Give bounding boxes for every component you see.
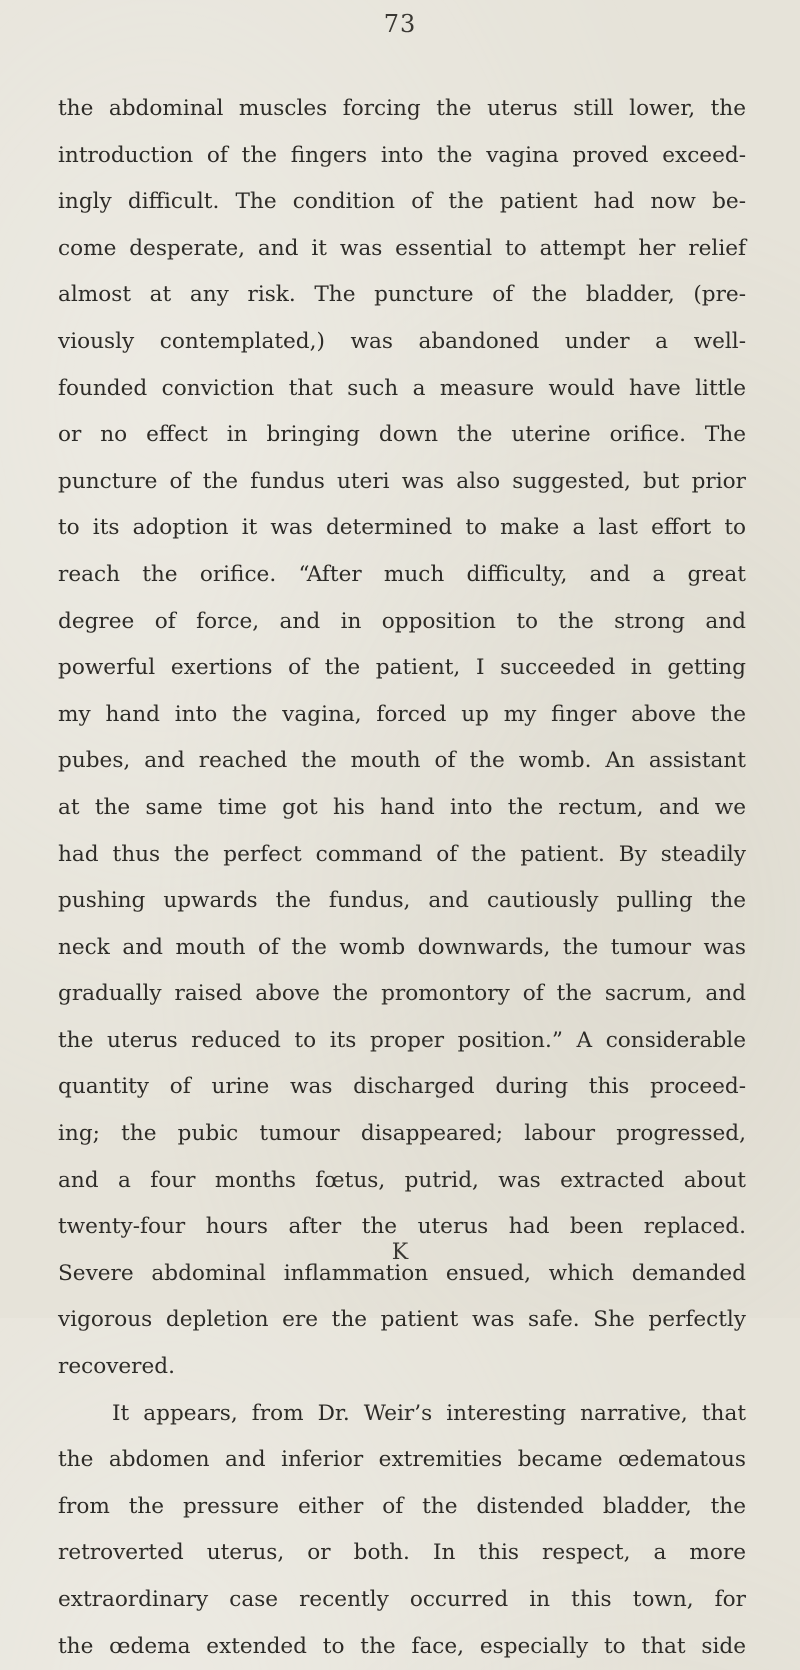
- text-line: had thus the perfect command of the patient. By steadily: [58, 841, 746, 867]
- text-line: reach the orifice. “After much difficulty, and a great: [58, 561, 746, 587]
- text-line: the abdomen and inferior extremities became œdematous: [58, 1447, 746, 1473]
- text-line: pubes, and reached the mouth of the womb. An assistant: [58, 748, 746, 774]
- text-line: quantity of urine was discharged during this proceed-: [58, 1074, 746, 1100]
- text-line: degree of force, and in opposition to the strong and: [58, 608, 746, 634]
- text-line: vigorous depletion ere the patient was safe. She perfectly: [58, 1307, 746, 1333]
- text-line: the œdema extended to the face, especially to that side: [58, 1633, 746, 1659]
- text-line: retroverted uterus, or both. In this respect, a more: [58, 1540, 746, 1566]
- text-line: at the same time got his hand into the rectum, and we: [58, 794, 746, 820]
- text-line: the abdominal muscles forcing the uterus still lower, the: [58, 96, 746, 121]
- text-line: the uterus reduced to its proper position.” A considerable: [58, 1027, 746, 1053]
- text-line: from the pressure either of the distended bladder, the: [58, 1493, 746, 1519]
- text-line: to its adoption it was determined to make a last effort to: [58, 515, 746, 541]
- text-line: founded conviction that such a measure would have little: [58, 375, 746, 401]
- text-line: come desperate, and it was essential to attempt her relief: [58, 235, 746, 261]
- text-line: twenty-four hours after the uterus had been replaced.: [58, 1214, 746, 1240]
- body-text: [58, 86, 746, 1670]
- text-line: puncture of the fundus uteri was also suggested, but prior: [58, 468, 746, 494]
- text-line: and a four months fœtus, putrid, was extracted about: [58, 1167, 746, 1193]
- text-line: or no effect in bringing down the uterine orifice. The: [58, 422, 746, 448]
- text-line: neck and mouth of the womb downwards, the tumour was: [58, 934, 746, 960]
- text-line: powerful exertions of the patient, I succeeded in getting: [58, 655, 746, 681]
- signature-mark: K: [391, 1240, 409, 1265]
- page-number: 73: [383, 10, 417, 38]
- paragraph-start-line: It appears, from Dr. Weir’s interesting narrative, that: [112, 1400, 746, 1426]
- text-line: my hand into the vagina, forced up my finger above the: [58, 701, 746, 727]
- text-line: almost at any risk. The puncture of the bladder, (pre-: [58, 282, 746, 308]
- text-line: introduction of the fingers into the vagina proved exceed-: [58, 142, 746, 168]
- text-line: ingly difficult. The condition of the patient had now be-: [58, 189, 746, 215]
- text-line: Severe abdominal inflammation ensued, which demanded: [58, 1260, 746, 1286]
- text-line: gradually raised above the promontory of the sacrum, and: [58, 981, 746, 1007]
- paragraph-end-line: recovered.: [58, 1354, 175, 1380]
- text-line: extraordinary case recently occurred in this town, for: [58, 1587, 746, 1612]
- text-line: viously contemplated,) was abandoned under a well-: [58, 328, 746, 354]
- text-line: pushing upwards the fundus, and cautiously pulling the: [58, 888, 746, 914]
- text-line: ing; the pubic tumour disappeared; labour progressed,: [58, 1121, 746, 1147]
